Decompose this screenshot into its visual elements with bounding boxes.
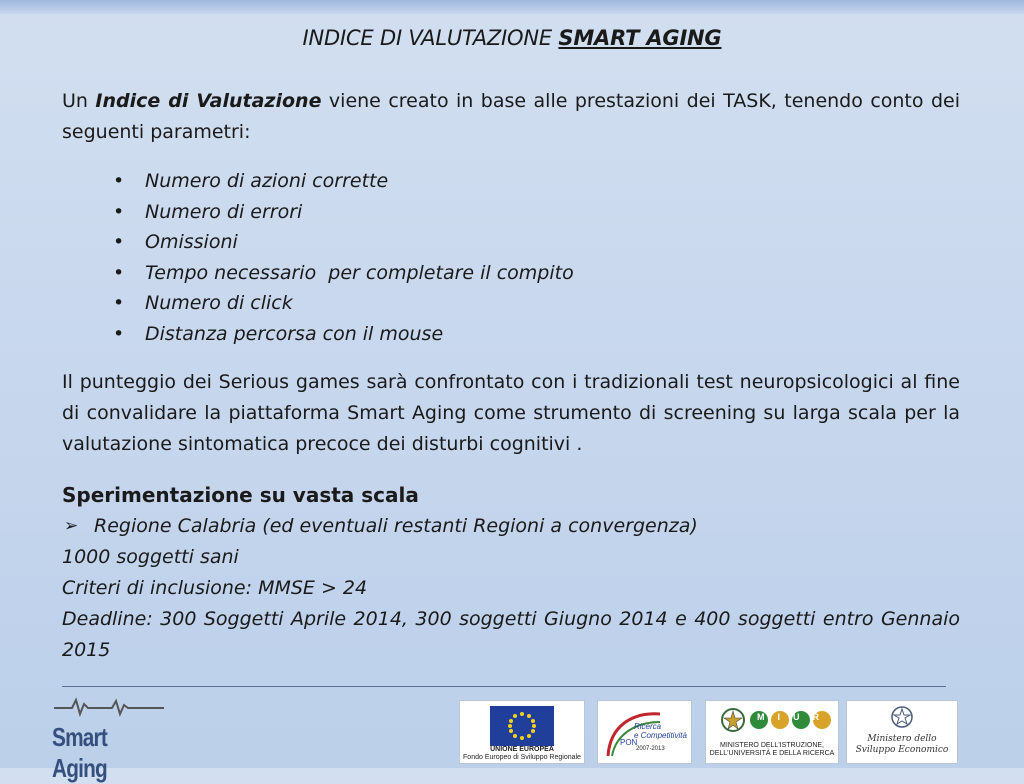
slide-title [0,26,1024,50]
list-item: • Numero di errori [62,197,960,228]
intro-rest: viene creato in base alle prestazioni dei TASK, tenendo conto dei seguenti parametri: [62,90,960,143]
footer-divider [62,686,946,687]
miur-line-1: MINISTERO DELL'ISTRUZIONE, [719,742,824,749]
list-item: • Numero di click [62,288,960,319]
mise-logo [846,700,958,764]
pon-title-2: e Competitività [634,731,687,740]
title-plain: INDICE DI VALUTAZIONE [302,26,559,50]
intro-prefix: Un [62,90,96,112]
bullet: • [113,200,125,223]
eu-fund-label: Fondo Europeo di Sviluppo Regionale [463,754,581,761]
italian-emblem-icon [890,704,914,730]
parameter-list [62,166,960,349]
comparison-paragraph: Il punteggio dei Serious games sarà confrontato con i tradizionali test neuropsicologici al fine di convalidare la piattaforma Smart Aging come strumento di screening su larga scala per la valutazione sintomatica precoce dei disturbi cognitivi . [62,371,960,455]
criteria-line: Criteri di inclusione: MMSE > 24 [62,577,368,599]
arrow-bullet-icon: ➢ [64,516,79,536]
list-item: • Tempo necessario per completare il compito [62,258,960,289]
list-item: • Numero di azioni corrette [62,166,960,197]
deadline-line: Deadline: 300 Soggetti Aprile 2014, 300 soggetti Giugno 2014 e 400 soggetti entro Gennaio 2015 [62,608,960,661]
smart-aging-logo [52,692,172,783]
pon-logo [597,700,692,764]
bullet: • [113,322,125,345]
bullet: • [113,231,125,253]
subjects-line: 1000 soggetti sani [62,546,239,568]
eu-flag-icon [490,706,554,746]
list-item: • Distanza percorsa con il mouse [62,319,960,350]
mise-line-1: Ministero dello [867,734,937,744]
intro-emphasis: Indice di Valutazione [95,90,322,112]
brand-name: Smart Aging [52,722,107,783]
intro-paragraph [62,86,960,148]
miur-line-2: DELL'UNIVERSITÀ E DELLA RICERCA [709,750,835,757]
bullet: • [113,292,125,314]
list-item: • Omissioni [62,227,960,258]
pon-title-1: Ricerca [634,722,662,731]
top-band [0,0,1024,14]
pon-prefix: PON [620,738,638,747]
pon-years: 2007-2013 [636,746,665,752]
region-line: ➢ Regione Calabria (ed eventuali restanti Regioni a convergenza) [62,511,960,542]
eu-logo [459,700,585,764]
title-emphasis: SMART AGING [558,26,722,50]
miur-letters: MIUR [757,712,832,722]
slide-body [62,86,960,666]
mise-line-2: Sviluppo Economico [855,745,949,755]
section-heading: Sperimentazione su vasta scala [62,483,419,507]
bullet: • [113,170,125,192]
eu-label: UNIONE EUROPEA [490,746,554,753]
wave-signal-icon [52,692,172,722]
miur-logo [705,700,839,764]
bullet: • [113,261,125,284]
italian-emblem-icon [718,705,748,735]
